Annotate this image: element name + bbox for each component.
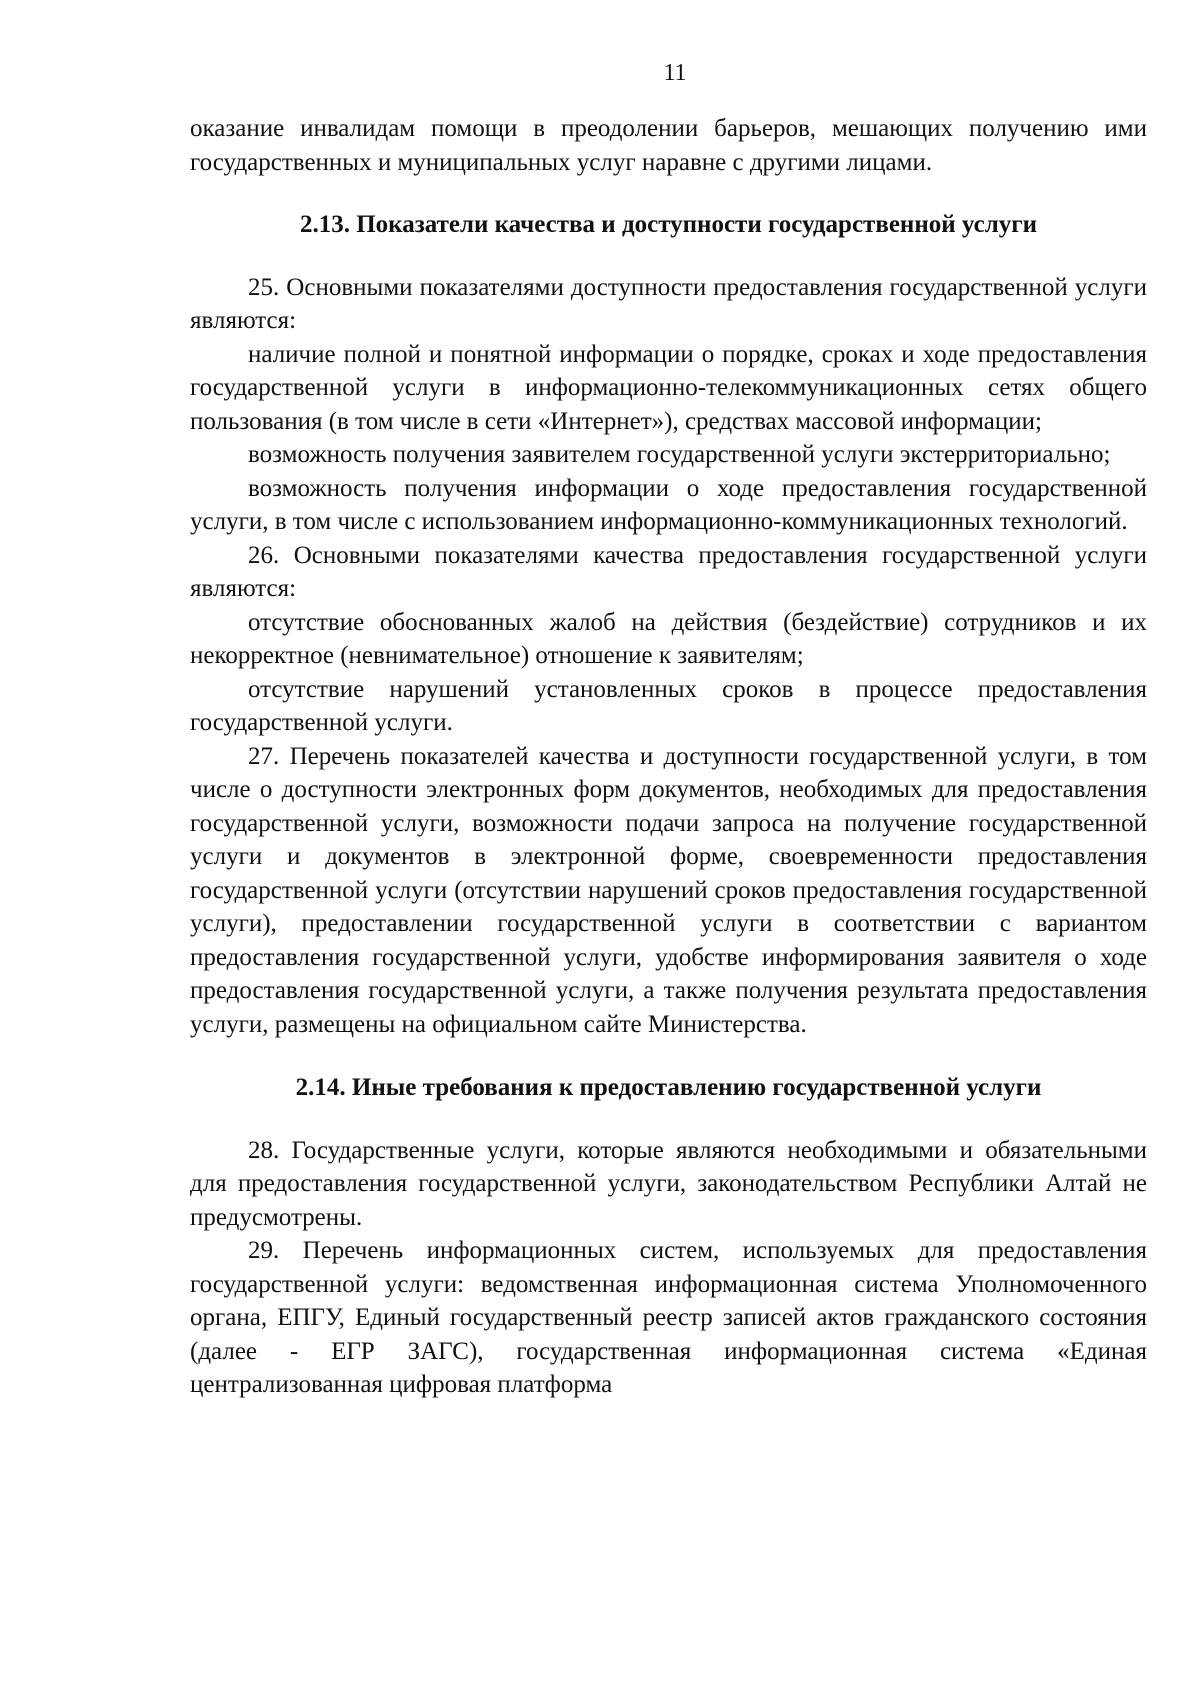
paragraph-29: 29. Перечень информационных систем, используемых для предоставления государственной услуги: ведомственная информационная система Уполномоченного органа, ЕПГУ, Единый государственный реестр записей актов гражданского состояния (далее - ЕГР ЗАГС), государственная информационная система «Единая централизованная цифровая платформа	[190, 1237, 1147, 1398]
paragraph-continuation: оказание инвалидам помощи в преодолении барьеров, мешающих получению ими государственных и муниципальных услуг наравне с другими лицами.	[190, 115, 1147, 176]
paragraph-25-item-1: наличие полной и понятной информации о порядке, сроках и ходе предоставления государственной услуги в информационно-телекоммуникационных сетях общего пользования (в том числе в сети «Интернет»), средствах массовой информации;	[190, 340, 1147, 435]
paragraph-25: 25. Основными показателями доступности предоставления государственной услуги являются:	[190, 273, 1147, 334]
page-number: 11	[663, 60, 687, 86]
paragraph-27: 27. Перечень показателей качества и доступности государственной услуги, в том числе о доступности электронных форм документов, необходимых для предоставления государственной услуги, возможности подачи запроса на получение государственной услуги и документов в электронной форме, своевременности предоставления государственной услуги (отсутствии нарушений сроков предоставления государственной услуги), предоставлении государственной услуги в соответствии с вариантом предоставления государственной услуги, удобстве информирования заявителя о ходе предоставления государственной услуги, а также получения результата предоставления услуги, размещены на официальном сайте Министерства.	[190, 742, 1147, 1038]
paragraph-26: 26. Основными показателями качества предоставления государственной услуги являются:	[190, 541, 1147, 602]
paragraph-26-item-1: отсутствие обоснованных жалоб на действия (бездействие) сотрудников и их некорректное (невнимательное) отношение к заявителям;	[190, 608, 1147, 669]
section-heading-2-13: 2.13. Показатели качества и доступности государственной услуги	[299, 211, 1038, 238]
paragraph-25-item-2: возможность получения заявителем государственной услуги экстерриториально;	[248, 441, 1111, 468]
paragraph-28: 28. Государственные услуги, которые являются необходимыми и обязательными для предоставления государственной услуги, законодательством Республики Алтай не предусмотрены.	[190, 1136, 1147, 1231]
paragraph-25-item-3: возможность получения информации о ходе предоставления государственной услуги, в том числе с использованием информационно-коммуникационных технологий.	[190, 474, 1147, 535]
paragraph-26-item-2: отсутствие нарушений установленных сроков в процессе предоставления государственной услуги.	[190, 675, 1147, 736]
document-body	[190, 112, 1147, 1402]
section-heading-2-14: 2.14. Иные требования к предоставлению государственной услуги	[295, 1074, 1042, 1101]
